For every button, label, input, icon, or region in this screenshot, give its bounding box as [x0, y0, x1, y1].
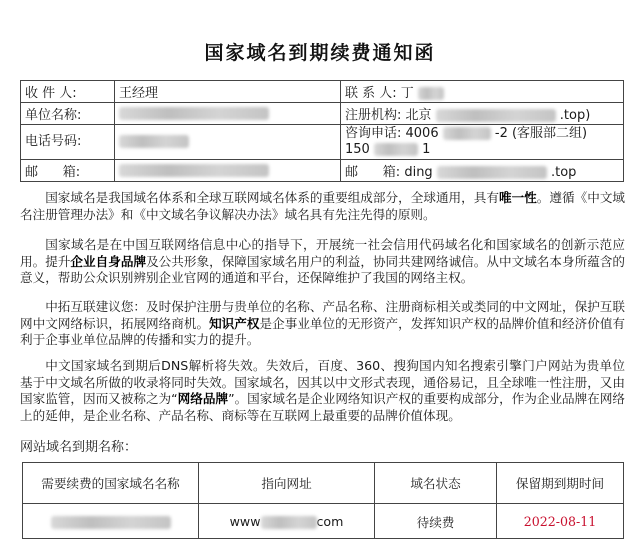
redacted-contact: [418, 87, 444, 100]
hotline-line-1: [345, 126, 619, 142]
phone-value-cell: [115, 125, 341, 160]
contact-cell: [341, 81, 624, 103]
email-right-prefix: ding: [404, 165, 433, 180]
domain-table-header: [23, 463, 624, 504]
mobile-suffix: 1: [422, 142, 431, 157]
contact-info-table: [20, 80, 624, 182]
site-prefix: www: [229, 513, 261, 529]
email-label-right: 邮 箱:: [345, 165, 401, 180]
redacted-org: [119, 107, 269, 120]
hotline-cell: [341, 125, 624, 160]
redacted-phone: [119, 135, 189, 148]
domain-status: 待续费: [375, 504, 497, 539]
header-domain-name: 需要续费的国家域名名称: [23, 463, 199, 504]
info-row-recipient: [21, 81, 624, 103]
info-row-org: [21, 103, 624, 125]
expiring-domains-label: 网站域名到期名称：: [20, 440, 138, 455]
paragraph-recommendation: 中拓互联建议您：及时保护注册与贵单位的名称、产品名称、注册商标相关或类同的中文网址，保护互联网中文网络标识，拓展网络商机。知识产权是企事业单位的无形资产，发挥知识产权的品牌价值和经济价值有利于企事业单位品牌的传播和实力的提升。: [20, 299, 626, 347]
recipient-value-cell: [115, 81, 341, 103]
paragraph-expiry-consequence: 中文国家域名到期后DNS解析将失效。失效后，百度、360、搜狗国内知名搜索引擎门户网站为贵单位基于中文域名所做的收录将同时失效。国家域名，因其以中文形式表现，通俗易记，且全球唯一性注册，又由国家监管，因而又被称之为“网络品牌”。国家域名是企业网络知识产权的重要构成部分，作为企业品牌在网络上的延伸，是企业名称、产品名称、商标等在互联网上最重要的品牌价值体现。: [20, 358, 626, 423]
document-title: 国家域名到期续费通知函: [204, 42, 436, 64]
redacted-hotline: [443, 127, 491, 140]
paragraph-domain-guidance: 国家域名是在中国互联网络信息中心的指导下，开展统一社会信用代码域名化和国家域名的创新示范应用。提升企业自身品牌及公共形象，保障国家域名用户的利益，协同共建网络诚信。从中文域名本身所蕴含的意义，帮助公众识别辨别企业官网的通道和平台，还保障维护了我国的网络主权。: [20, 237, 626, 285]
registrar-cell: [341, 103, 624, 125]
header-domain-status: 域名状态: [375, 463, 497, 504]
contact-label: 联 系 人:: [345, 86, 397, 101]
paragraph-domain-intro: 国家域名是我国域名体系和全球互联网域名体系的重要组成部分，全球通用，具有唯一性。遵循《中文域名注册管理办法》和《中文域名争议解决办法》域名具有先注先得的原则。: [20, 190, 626, 222]
domain-table: [22, 462, 624, 539]
info-row-email: [21, 160, 624, 182]
table-row: [23, 504, 624, 539]
highlight-ip: 知识产权: [209, 315, 260, 331]
info-row-phone: [21, 125, 624, 160]
site-suffix: com: [316, 513, 344, 529]
target-url-cell: [199, 504, 375, 539]
redacted-site: [261, 516, 317, 529]
recipient-label: 收 件 人:: [21, 81, 115, 103]
expiry-date: 2022-08-11: [497, 504, 624, 539]
hotline-prefix: 咨询申话: 4006: [345, 126, 439, 141]
redacted-mobile: [374, 143, 418, 156]
email-right-cell: [341, 160, 624, 182]
highlight-network-brand: 网络品牌: [177, 391, 229, 406]
phone-label: 电话号码:: [21, 125, 115, 160]
org-label: 单位名称:: [21, 103, 115, 125]
hotline-line-2: [345, 142, 619, 158]
registrar-label: 注册机构: 北京: [345, 108, 432, 123]
email-value-left-cell: [115, 160, 341, 182]
email-label-left: 邮 箱:: [21, 160, 115, 182]
mobile-prefix: 150: [345, 142, 370, 157]
domain-name-cell: [23, 504, 199, 539]
header-expiry-time: 保留期到期时间: [497, 463, 624, 504]
highlight-uniqueness: 唯一性: [498, 190, 537, 205]
redacted-email-right: [437, 166, 547, 179]
contact-value: 丁: [400, 86, 414, 101]
highlight-brand: 企业自身品牌: [70, 253, 147, 269]
redacted-registrar: [436, 109, 556, 122]
hotline-suffix: -2 (客服部二组): [494, 126, 588, 141]
registrar-suffix: .top): [559, 108, 591, 123]
header-target-url: 指向网址: [199, 463, 375, 504]
redacted-email-left: [119, 164, 269, 177]
redacted-domain-name: [51, 516, 171, 529]
recipient-value: 王经理: [119, 82, 158, 101]
email-right-suffix: .top: [550, 165, 577, 180]
org-value-cell: [115, 103, 341, 125]
